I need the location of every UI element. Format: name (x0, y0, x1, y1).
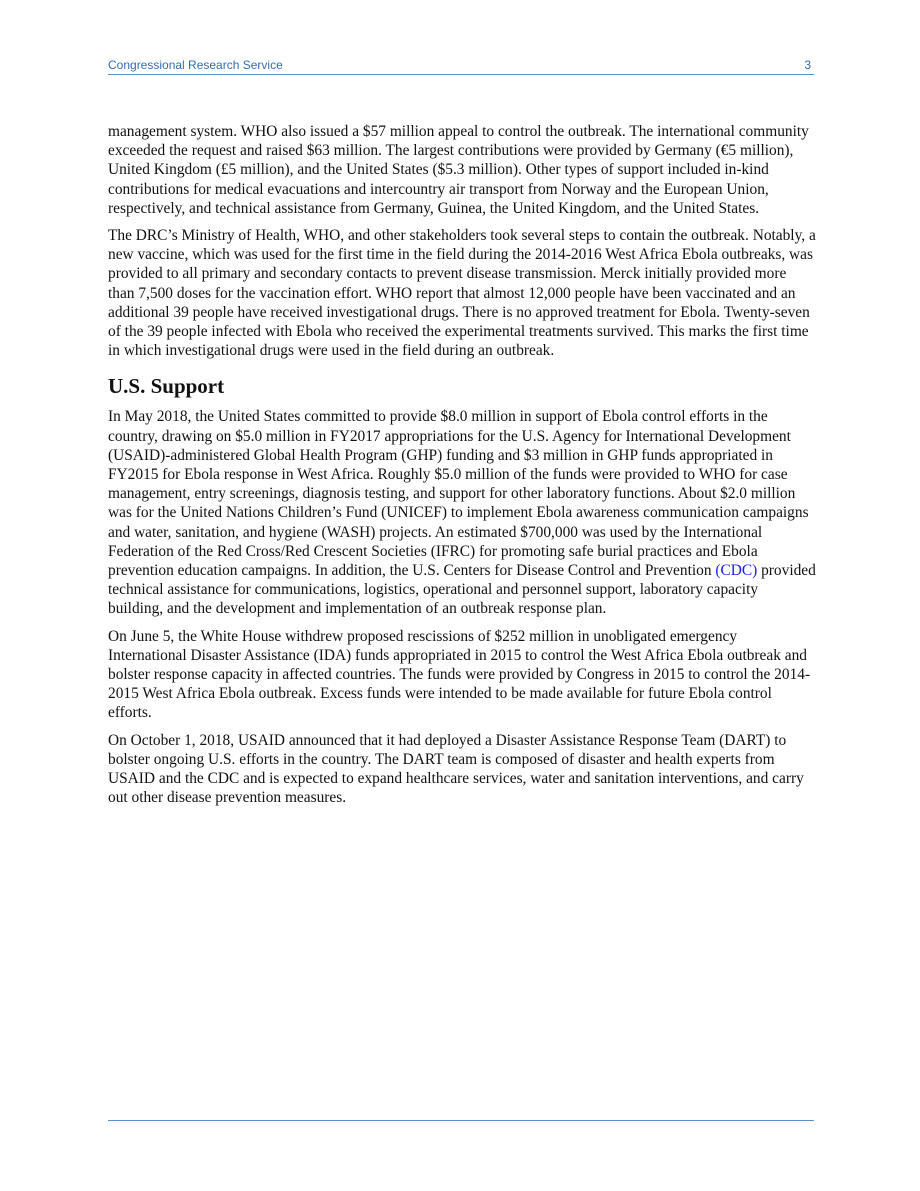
section-heading-us-support: U.S. Support (108, 374, 225, 399)
running-header (108, 58, 814, 75)
paragraph-us-funding-text-start: In May 2018, the United States committed to provide $8.0 million in support of Ebola control efforts in the country, drawing on $5.0 million in FY2017 appropriations for the U.S. Agency for International Development (USAID)-administered Global Health Program (GHP) funding and $3 million in GHP funds appropriated in FY2015 for Ebola response in West Africa. Roughly $5.0 million of the funds were provided to WHO for case management, entry screenings, diagnosis testing, and support for other laboratory functions. About $2.0 million was for the United Nations Children’s Fund (UNICEF) to implement Ebola awareness communication campaigns and water, sanitation, and hygiene (WASH) projects. An estimated $700,000 was used by the International Federation of the Red Cross/Red Crescent Societies (IFRC) for promoting safe burial practices and Ebola prevention education campaigns. In addition, the U.S. Centers for Disease Control and Prevention (108, 408, 809, 580)
paragraph-us-funding (108, 407, 816, 618)
paragraph-who-appeal: management system. WHO also issued a $57 million appeal to control the outbreak. The international community exceeded the request and raised $63 million. The largest contributions were provided by Germany (€5 million), United Kingdom (£5 million), and the United States ($5.3 million). Other types of support included in-kind contributions for medical evacuations and intercountry air transport from Norway and the European Union, respectively, and technical assistance from Germany, Guinea, the United Kingdom, and the United States. (108, 123, 809, 217)
cdc-link[interactable]: (CDC) (715, 562, 758, 580)
footer-rule (108, 1120, 814, 1121)
page-number: 3 (804, 58, 811, 72)
document-body (108, 122, 816, 816)
header-organization: Congressional Research Service (108, 58, 283, 72)
paragraph-rescissions: On June 5, the White House withdrew proposed rescissions of $252 million in unobligated emergency International Disaster Assistance (IDA) funds appropriated in 2015 to control the West Africa Ebola outbreak and bolster response capacity in affected countries. The funds were provided by Congress in 2015 to control the 2014-2015 West Africa Ebola outbreak. Excess funds were intended to be made available for future Ebola control efforts. (108, 627, 811, 722)
paragraph-drc-response: The DRC’s Ministry of Health, WHO, and other stakeholders took several steps to contain the outbreak. Notably, a new vaccine, which was used for the first time in the field during the 2014-2016 West Africa Ebola outbreaks, was provided to all primary and secondary contacts to prevent disease transmission. Merck initially provided more than 7,500 doses for the vaccination effort. WHO report that almost 12,000 people have been vaccinated and an additional 39 people have received investigational drugs. There is no approved treatment for Ebola. Twenty-seven of the 39 people infected with Ebola who received the experimental treatments survived. This marks the first time in which investigational drugs were used in the field during an outbreak. (108, 227, 816, 360)
paragraph-dart-deployment: On October 1, 2018, USAID announced that it had deployed a Disaster Assistance Response Team (DART) to bolster ongoing U.S. efforts in the country. The DART team is composed of disaster and health experts from USAID and the CDC and is expected to expand healthcare services, water and sanitation interventions, and carry out other disease prevention measures. (108, 731, 804, 807)
paragraph-us-funding-text-end: provided technical assistance for communications, logistics, operational and personnel support, laboratory capacity building, and the development and implementation of an outbreak response plan. (108, 562, 816, 618)
